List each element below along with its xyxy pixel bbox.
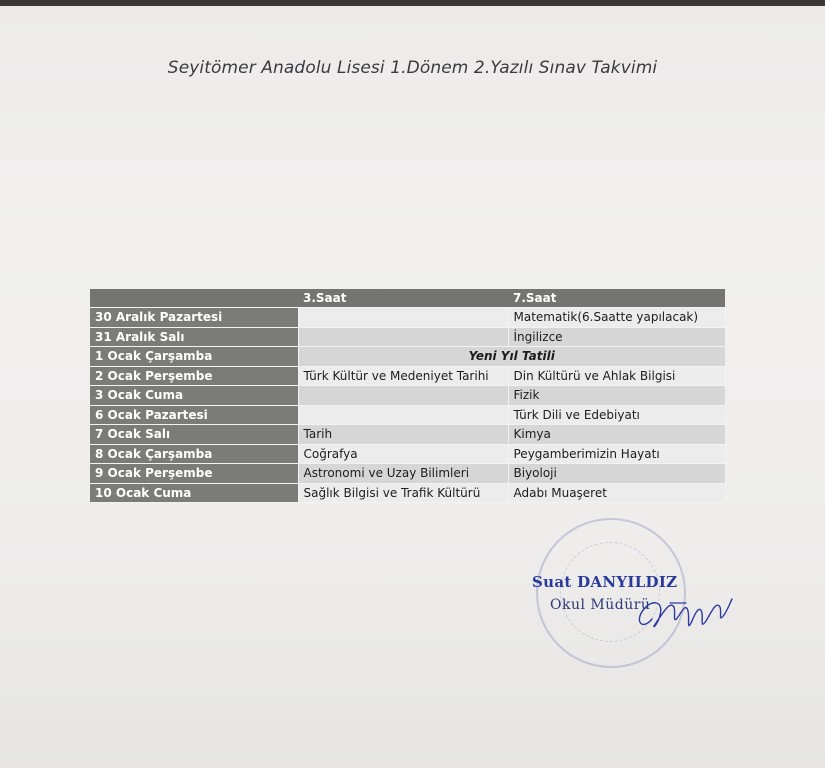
row-day: 31 Aralık Salı: [90, 327, 298, 347]
table-row: [90, 327, 725, 347]
row-saat3: Astronomi ve Uzay Bilimleri: [298, 464, 508, 484]
principal-name: Suat DANYILDIZ: [532, 573, 678, 591]
row-saat7: Kimya: [508, 425, 725, 445]
row-saat3: [298, 308, 508, 328]
row-saat3: [298, 405, 508, 425]
row-saat7: Adabı Muaşeret: [508, 483, 725, 503]
row-saat3: Türk Kültür ve Medeniyet Tarihi: [298, 366, 508, 386]
table-row: [90, 483, 725, 503]
row-saat7: Matematik(6.Saatte yapılacak): [508, 308, 725, 328]
row-day: 30 Aralık Pazartesi: [90, 308, 298, 328]
row-day: 2 Ocak Perşembe: [90, 366, 298, 386]
header-saat7: 7.Saat: [508, 289, 725, 308]
header-day: [90, 289, 298, 308]
row-saat7: İngilizce: [508, 327, 725, 347]
table-row: [90, 347, 725, 367]
holiday-cell: Yeni Yıl Tatili: [298, 347, 725, 367]
row-saat7: Biyoloji: [508, 464, 725, 484]
table-row: [90, 308, 725, 328]
row-day: 10 Ocak Cuma: [90, 483, 298, 503]
row-saat3: [298, 386, 508, 406]
row-saat7: Din Kültürü ve Ahlak Bilgisi: [508, 366, 725, 386]
row-day: 8 Ocak Çarşamba: [90, 444, 298, 464]
table-header-row: [90, 289, 725, 308]
row-day: 1 Ocak Çarşamba: [90, 347, 298, 367]
row-day: 3 Ocak Cuma: [90, 386, 298, 406]
handwritten-signature: [630, 581, 740, 641]
header-saat3: 3.Saat: [298, 289, 508, 308]
row-saat3: Sağlık Bilgisi ve Trafik Kültürü: [298, 483, 508, 503]
table-row: [90, 366, 725, 386]
row-saat7: Fizik: [508, 386, 725, 406]
row-saat7: Peygamberimizin Hayatı: [508, 444, 725, 464]
table-row: [90, 386, 725, 406]
document-page: [0, 6, 825, 768]
table-row: [90, 444, 725, 464]
row-saat3: Tarih: [298, 425, 508, 445]
table-row: [90, 405, 725, 425]
row-saat3: Coğrafya: [298, 444, 508, 464]
document-title: Seyitömer Anadolu Lisesi 1.Dönem 2.Yazılı Sınav Takvimi: [167, 58, 658, 78]
row-saat3: [298, 327, 508, 347]
row-day: 7 Ocak Salı: [90, 425, 298, 445]
exam-schedule-table: [90, 289, 726, 503]
table-row: [90, 464, 725, 484]
row-day: 6 Ocak Pazartesi: [90, 405, 298, 425]
table-row: [90, 425, 725, 445]
row-saat7: Türk Dili ve Edebiyatı: [508, 405, 725, 425]
row-day: 9 Ocak Perşembe: [90, 464, 298, 484]
principal-title: Okul Müdürü: [550, 597, 651, 613]
